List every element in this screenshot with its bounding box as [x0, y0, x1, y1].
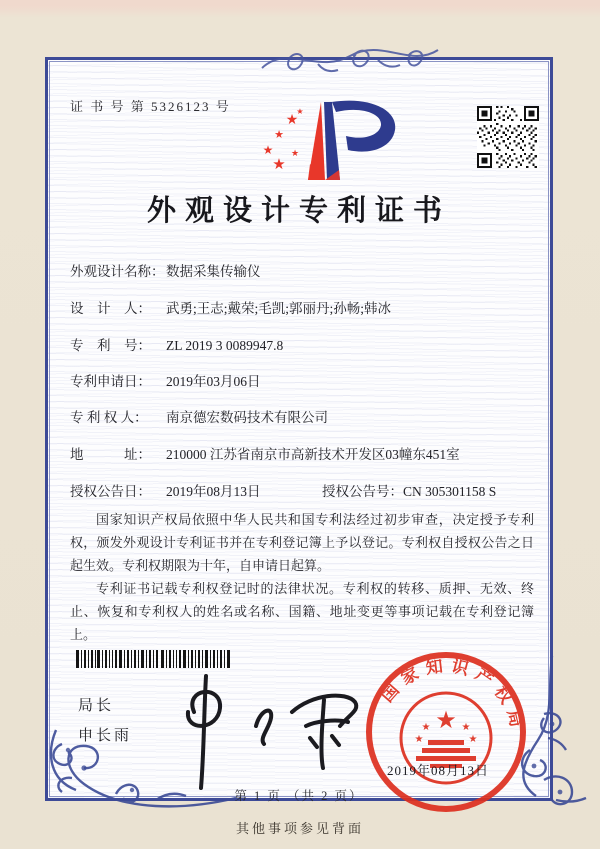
field-patentee [70, 406, 530, 426]
grant-number-pair [322, 480, 496, 500]
director-title: 局长 [78, 698, 115, 714]
svg-text:★: ★ [262, 143, 274, 157]
grant-date-label: 授权公告日： [70, 484, 151, 499]
field-value: 南京德宏数码技术有限公司 [166, 410, 328, 425]
cnipa-patent-logo-icon [248, 92, 413, 192]
field-label: 专利申请日： [70, 374, 151, 389]
legal-paragraphs [70, 508, 534, 646]
svg-text:★: ★ [274, 129, 284, 141]
certificate-number: 证 书 号 第 5326123 号 [70, 99, 231, 114]
svg-text:★: ★ [435, 708, 457, 734]
seal-text: 国家知识产权局 [377, 656, 528, 736]
svg-text:★: ★ [468, 734, 478, 745]
svg-text:★: ★ [461, 722, 471, 733]
field-label: 专 利 号： [70, 338, 151, 353]
field-designers [70, 297, 530, 317]
field-value: 2019年03月06日 [166, 374, 261, 389]
svg-text:★: ★ [285, 113, 299, 128]
bottom-right-flourish-icon [508, 654, 600, 812]
svg-text:★: ★ [414, 734, 424, 745]
field-patent-number [70, 334, 530, 354]
field-filing-date [70, 370, 530, 390]
legal-paragraph-1: 国家知识产权局依照中华人民共和国专利法经过初步审查，决定授予专利权，颁发外观设计专利证书并在专利登记簿上予以登记。专利权自授权公告之日起生效。专利权期限为十年，自申请日起算。 [70, 512, 534, 573]
grant-date-value: 2019年08月13日 [166, 484, 261, 499]
grant-number-value: CN 305301158 S [403, 484, 497, 499]
legal-paragraph-2: 专利证书记载专利权登记时的法律状况。专利权的转移、质押、无效、终止、恢复和专利权人的姓名或名称、国籍、地址变更等事项记载在专利登记簿上。 [70, 581, 534, 642]
svg-text:★: ★ [296, 107, 304, 116]
field-label: 地 址： [70, 447, 151, 462]
svg-text:★: ★ [290, 148, 300, 158]
field-label: 专 利 权 人： [70, 410, 148, 425]
grant-number-label: 授权公告号： [322, 484, 403, 499]
page-indicator: 第 1 页 （共 2 页） [234, 789, 364, 803]
field-label: 外观设计名称： [70, 264, 165, 279]
field-value: ZL 2019 3 0089947.8 [166, 338, 284, 353]
field-design-name [70, 260, 530, 280]
top-border-flourish-icon [258, 34, 443, 82]
qr-code-icon [476, 106, 540, 168]
svg-text:★: ★ [421, 722, 431, 733]
bottom-left-flourish-icon [26, 724, 244, 810]
field-grant-row [70, 480, 530, 500]
field-address [70, 443, 530, 463]
seal-date: 2019年08月13日 [386, 763, 489, 778]
field-value: 武勇;王志;戴荣;毛凯;郭丽丹;孙畅;韩冰 [166, 301, 392, 316]
field-label: 设 计 人： [70, 301, 151, 316]
back-page-caption: 其他事项参见背面 [235, 821, 364, 836]
field-value: 数据采集传输仪 [166, 264, 261, 279]
field-value: 210000 江苏省南京市高新技术开发区03幢东451室 [166, 447, 460, 462]
director-name: 申长雨 [78, 728, 133, 744]
certificate-title: 外观设计专利证书 [146, 195, 451, 227]
svg-text:★: ★ [272, 157, 286, 173]
certificate-sheet [45, 57, 553, 801]
